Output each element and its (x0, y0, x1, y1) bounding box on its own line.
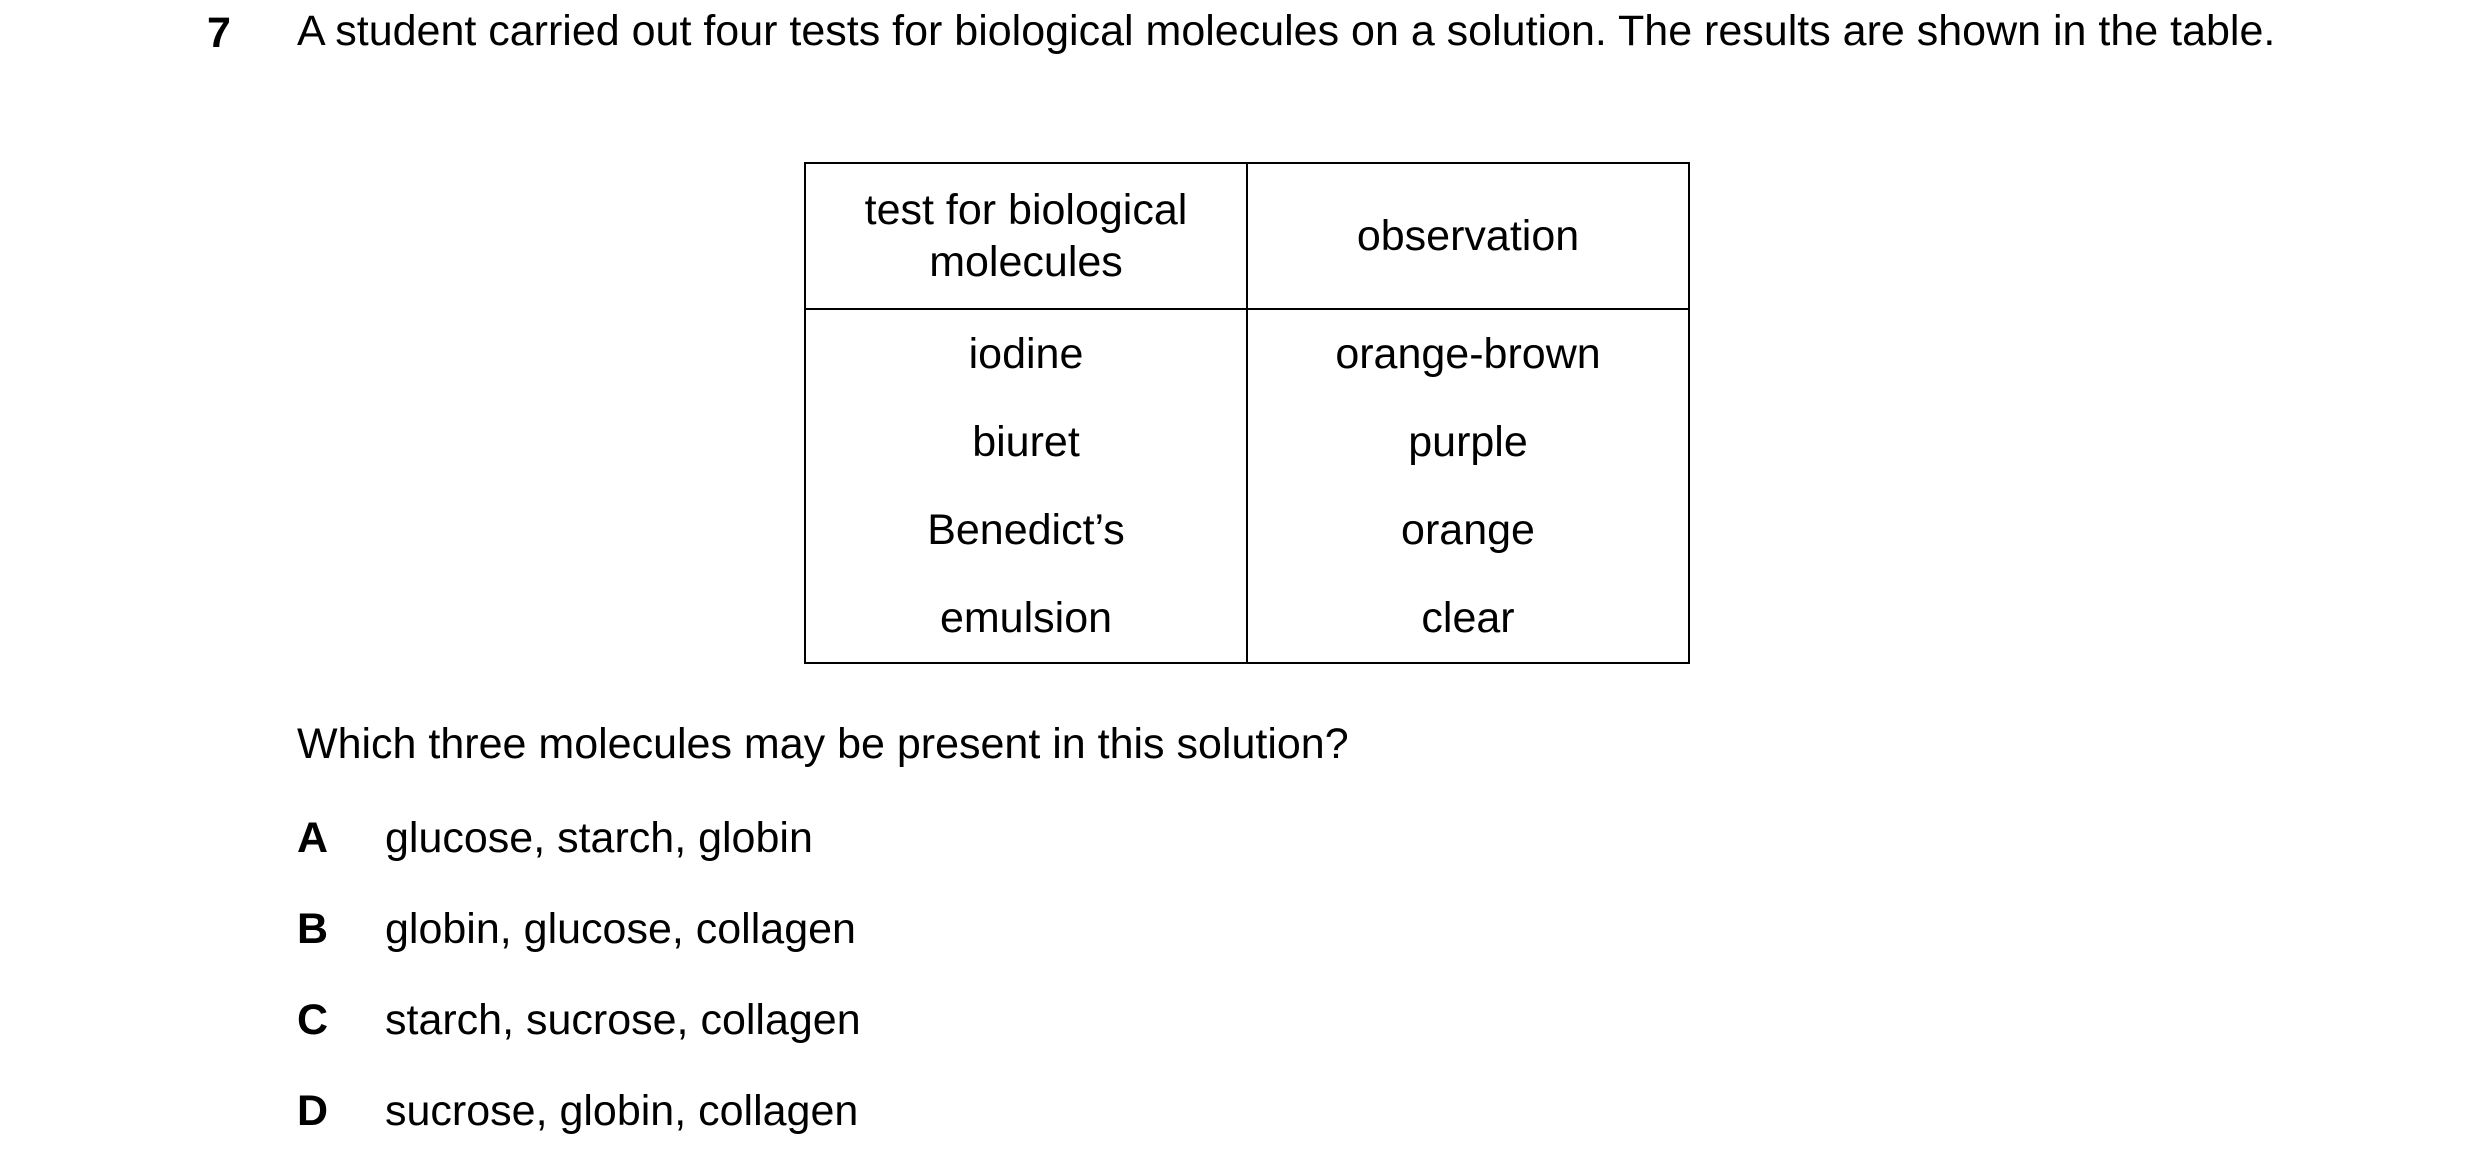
cell-observation: clear (1247, 574, 1689, 663)
cell-test: emulsion (805, 574, 1247, 663)
option-letter: B (297, 905, 329, 953)
cell-test: iodine (805, 309, 1247, 398)
option-d[interactable] (297, 1085, 861, 1176)
option-b[interactable] (297, 903, 861, 994)
results-table (804, 162, 1690, 664)
cell-test: biuret (805, 398, 1247, 486)
question-number: 7 (207, 9, 231, 57)
option-text: glucose, starch, globin (385, 814, 813, 862)
question-prompt: Which three molecules may be present in this solution? (297, 720, 1349, 768)
cell-observation: orange (1247, 486, 1689, 574)
question-stem: A student carried out four tests for biological molecules on a solution. The results are shown in the table. (297, 7, 2276, 55)
cell-observation: purple (1247, 398, 1689, 486)
option-c[interactable] (297, 994, 861, 1085)
option-text: starch, sucrose, collagen (385, 996, 861, 1044)
cell-test: Benedict’s (805, 486, 1247, 574)
table-row (805, 398, 1689, 486)
header-test-text: test for biological molecules (864, 186, 1188, 286)
cell-observation: orange-brown (1247, 309, 1689, 398)
option-letter: C (297, 996, 329, 1044)
table-row (805, 486, 1689, 574)
header-observation: observation (1247, 163, 1689, 309)
header-test (805, 163, 1247, 309)
option-text: globin, glucose, collagen (385, 905, 856, 953)
table-row (805, 574, 1689, 663)
option-text: sucrose, globin, collagen (385, 1087, 859, 1135)
table-row (805, 309, 1689, 398)
option-letter: D (297, 1087, 329, 1135)
option-a[interactable] (297, 812, 861, 903)
option-letter: A (297, 814, 329, 862)
table-header-row (805, 163, 1689, 309)
answer-options (297, 812, 861, 1176)
